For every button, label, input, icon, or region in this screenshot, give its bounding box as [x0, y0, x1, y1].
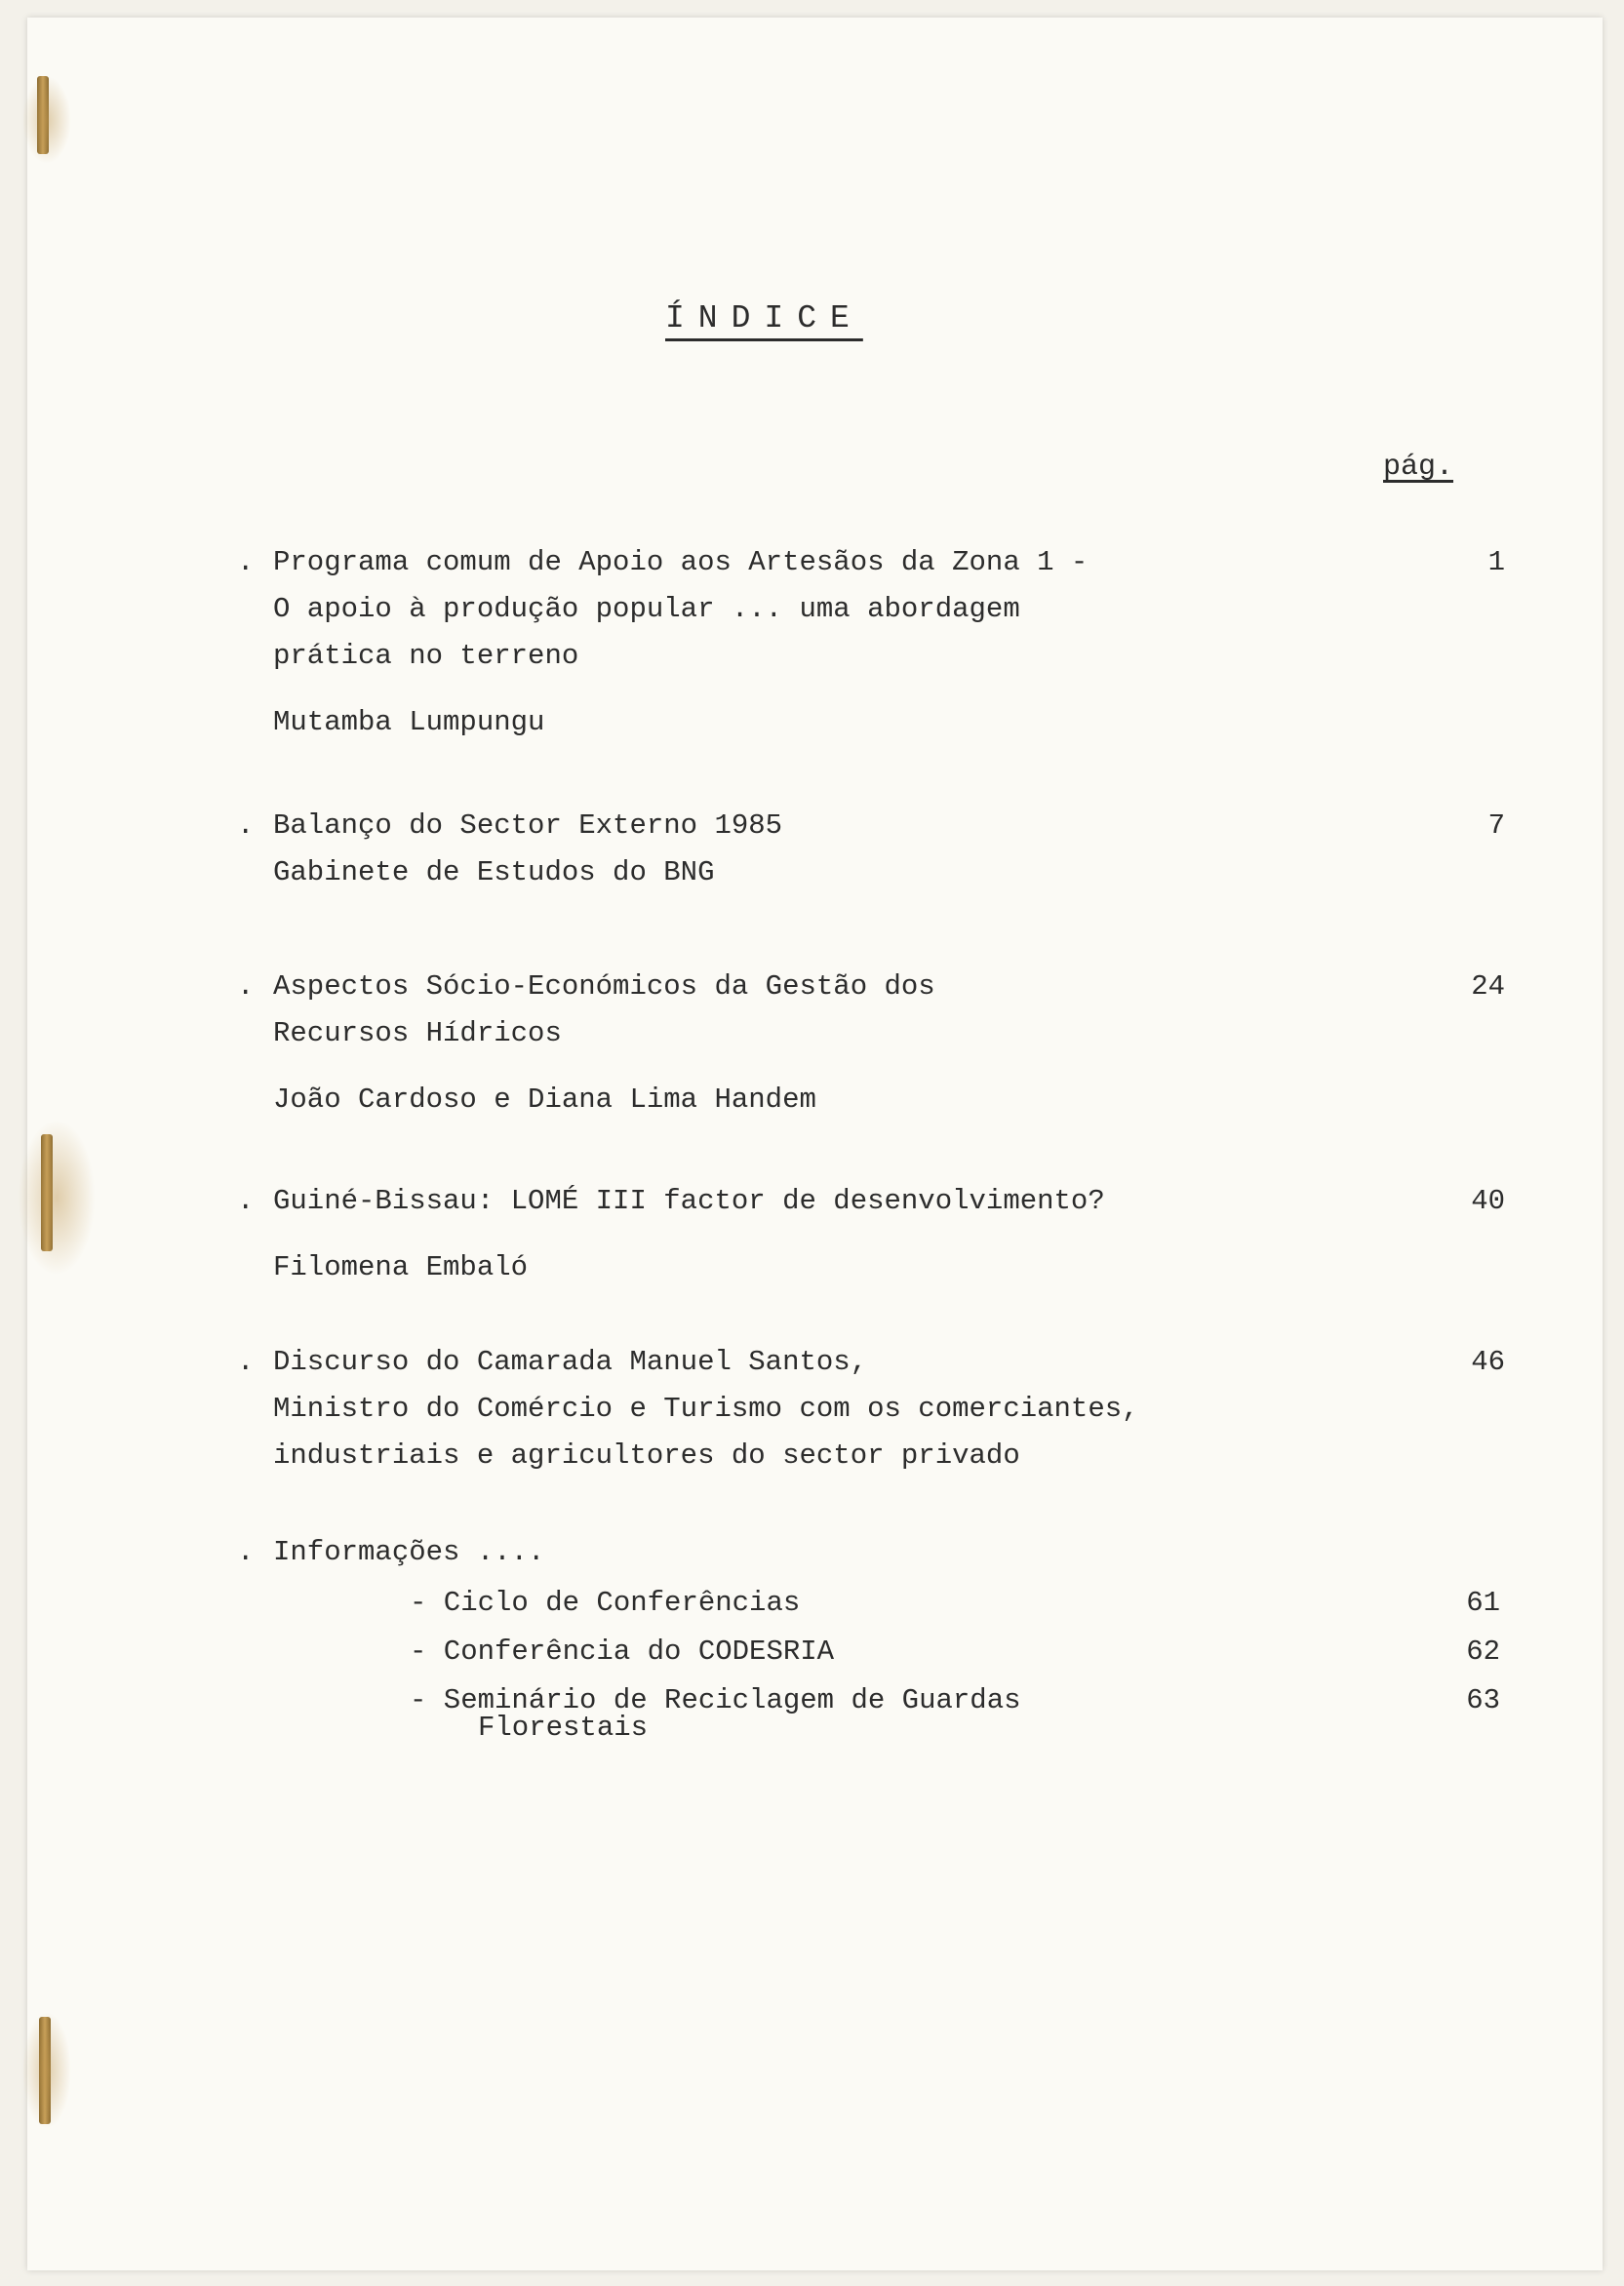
informacoes-item-label: - Seminário de Reciclagem de Guardas: [410, 1684, 1021, 1716]
entry-bullet: .: [237, 970, 255, 1003]
rust-stain-top: [22, 76, 71, 164]
entry-title-line: Guiné-Bissau: LOMÉ III factor de desenvolvimento?: [273, 1185, 1105, 1217]
informacoes-label: Informações ....: [273, 1536, 545, 1568]
toc-entry: [237, 1339, 1505, 1479]
entry-page-number: 46: [1471, 1346, 1505, 1378]
entry-title-line: industriais e agricultores do sector privado: [273, 1439, 1020, 1472]
entry-title-line: Ministro do Comércio e Turismo com os comerciantes,: [273, 1393, 1139, 1425]
entry-bullet: .: [237, 1185, 255, 1217]
rust-stain-middle: [18, 1120, 96, 1276]
entry-title-line: Aspectos Sócio-Económicos da Gestão dos: [273, 970, 935, 1003]
entry-bullet: .: [237, 1346, 255, 1378]
informacoes-item-page: 62: [1466, 1636, 1500, 1668]
informacoes-item-label: - Conferência do CODESRIA: [410, 1636, 835, 1668]
entry-title-line: Programa comum de Apoio aos Artesãos da Zona 1 -: [273, 546, 1089, 578]
informacoes-item-continuation: Florestais: [478, 1712, 649, 1744]
entry-bullet: .: [237, 1536, 255, 1568]
entry-page-number: 7: [1487, 809, 1505, 842]
entry-title-line: Balanço do Sector Externo 1985: [273, 809, 783, 842]
entry-title-line: prática no terreno: [273, 640, 579, 672]
entry-page-number: 24: [1471, 970, 1505, 1003]
rust-stain-bottom: [22, 2012, 71, 2129]
toc-entry: [237, 1178, 1505, 1291]
entry-bullet: .: [237, 809, 255, 842]
toc-entry: [237, 964, 1505, 1123]
entry-title-line: Discurso do Camarada Manuel Santos,: [273, 1346, 868, 1378]
entry-author: Filomena Embaló: [273, 1251, 529, 1283]
entry-page-number: 1: [1487, 546, 1505, 578]
toc-entry: [237, 803, 1505, 896]
informacoes-item: [410, 1677, 1505, 1726]
entry-author: João Cardoso e Diana Lima Handem: [273, 1084, 816, 1116]
toc-entry: [237, 539, 1505, 746]
document-page: [27, 18, 1603, 2270]
informacoes-item-label: - Ciclo de Conferências: [410, 1587, 801, 1619]
informacoes-item: [410, 1629, 1505, 1677]
page-column-label: pág.: [1383, 451, 1454, 484]
entry-title-line: O apoio à produção popular ... uma abordagem: [273, 593, 1020, 625]
page-title: ÍNDICE: [665, 300, 863, 336]
entry-page-number: 40: [1471, 1185, 1505, 1217]
entry-author: Gabinete de Estudos do BNG: [273, 856, 715, 888]
informacoes-item-page: 61: [1466, 1587, 1500, 1619]
informacoes-item-page: 63: [1466, 1684, 1500, 1716]
entry-author: Mutamba Lumpungu: [273, 706, 545, 738]
informacoes-section: [237, 1529, 1505, 1752]
informacoes-item: [410, 1580, 1505, 1629]
entry-bullet: .: [237, 546, 255, 578]
entry-title-line: Recursos Hídricos: [273, 1017, 562, 1049]
